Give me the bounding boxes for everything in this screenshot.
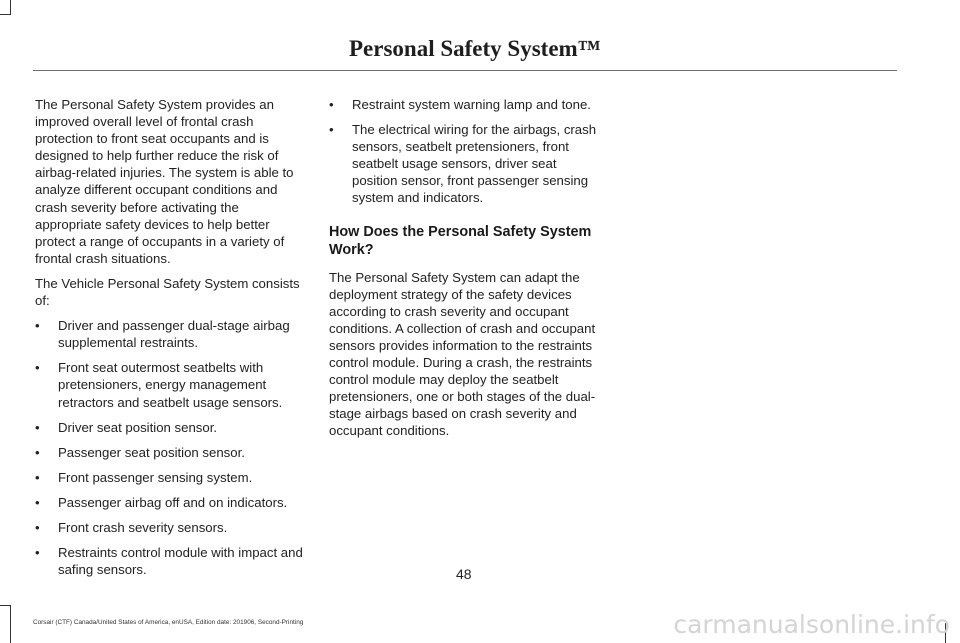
list-item: • The electrical wiring for the airbags, crash sensors, seatbelt pretensioners, front seatbelt usage sensors, driver seat position sensor, front passenger sensing system and indicators.	[329, 122, 597, 206]
components-list	[35, 317, 305, 578]
section-body: The Personal Safety System can adapt the deployment strategy of the safety devices according to crash severity and occupant conditions. A collection of crash and occupant sensors provides information to the restraints control module. During a crash, the restraints control module may deploy the seatbelt pretensioners, one or both stages of the dual-stage airbags based on crash severity and occupant conditions.	[329, 269, 596, 439]
intro-paragraph: The Personal Safety System provides an improved overall level of frontal crash protection to front seat occupants and is designed to help further reduce the risk of airbag-related injuries. The system is able to analyze different occupant conditions and crash severity before activating the appropriate safety devices to help better protect a range of occupants in a variety of frontal crash situations.	[35, 97, 294, 266]
left-column	[35, 96, 305, 586]
page-title: Personal Safety System™	[349, 36, 601, 61]
list-item: • Passenger airbag off and on indicators.	[35, 494, 288, 510]
bullet-icon: •	[35, 469, 40, 485]
list-item: • Front passenger sensing system.	[35, 469, 253, 485]
bullet-icon: •	[329, 97, 334, 112]
components-list-continued	[329, 96, 601, 207]
list-item: • Passenger seat position sensor.	[35, 444, 245, 460]
crop-mark-top-left-vertical	[10, 0, 11, 14]
crop-mark-bottom-left-horizontal	[0, 605, 11, 606]
crop-mark-bottom-left-vertical	[10, 605, 11, 643]
edition-footer: Corsair (CTF) Canada/United States of America, enUSA, Edition date: 201906, Second-Printing	[33, 619, 304, 626]
crop-mark-top-left-horizontal	[0, 14, 11, 15]
list-item: • Front crash severity sensors.	[35, 519, 228, 535]
bullet-icon: •	[35, 419, 40, 435]
bullet-icon: •	[35, 444, 40, 460]
section-heading: How Does the Personal Safety System Work?	[329, 223, 592, 258]
page-number: 48	[456, 566, 472, 582]
bullet-icon: •	[35, 494, 40, 510]
bullet-icon: •	[35, 360, 40, 376]
list-item: • Driver and passenger dual-stage airbag supplemental restraints.	[35, 318, 290, 351]
bullet-icon: •	[35, 519, 40, 535]
consists-of-paragraph: The Vehicle Personal Safety System consists of:	[35, 275, 300, 309]
watermark: carmanualsonline.info	[673, 610, 950, 639]
header-divider	[33, 70, 897, 71]
bullet-icon: •	[329, 122, 334, 138]
list-item: • Restraint system warning lamp and tone.	[329, 97, 591, 112]
list-item: • Driver seat position sensor.	[35, 419, 218, 435]
bullet-icon: •	[35, 545, 40, 561]
list-item: • Restraints control module with impact and safing sensors.	[35, 545, 303, 578]
right-column	[329, 96, 601, 448]
list-item: • Front seat outermost seatbelts with pretensioners, energy management retractors and seatbelt usage sensors.	[35, 360, 283, 410]
bullet-icon: •	[35, 318, 40, 334]
